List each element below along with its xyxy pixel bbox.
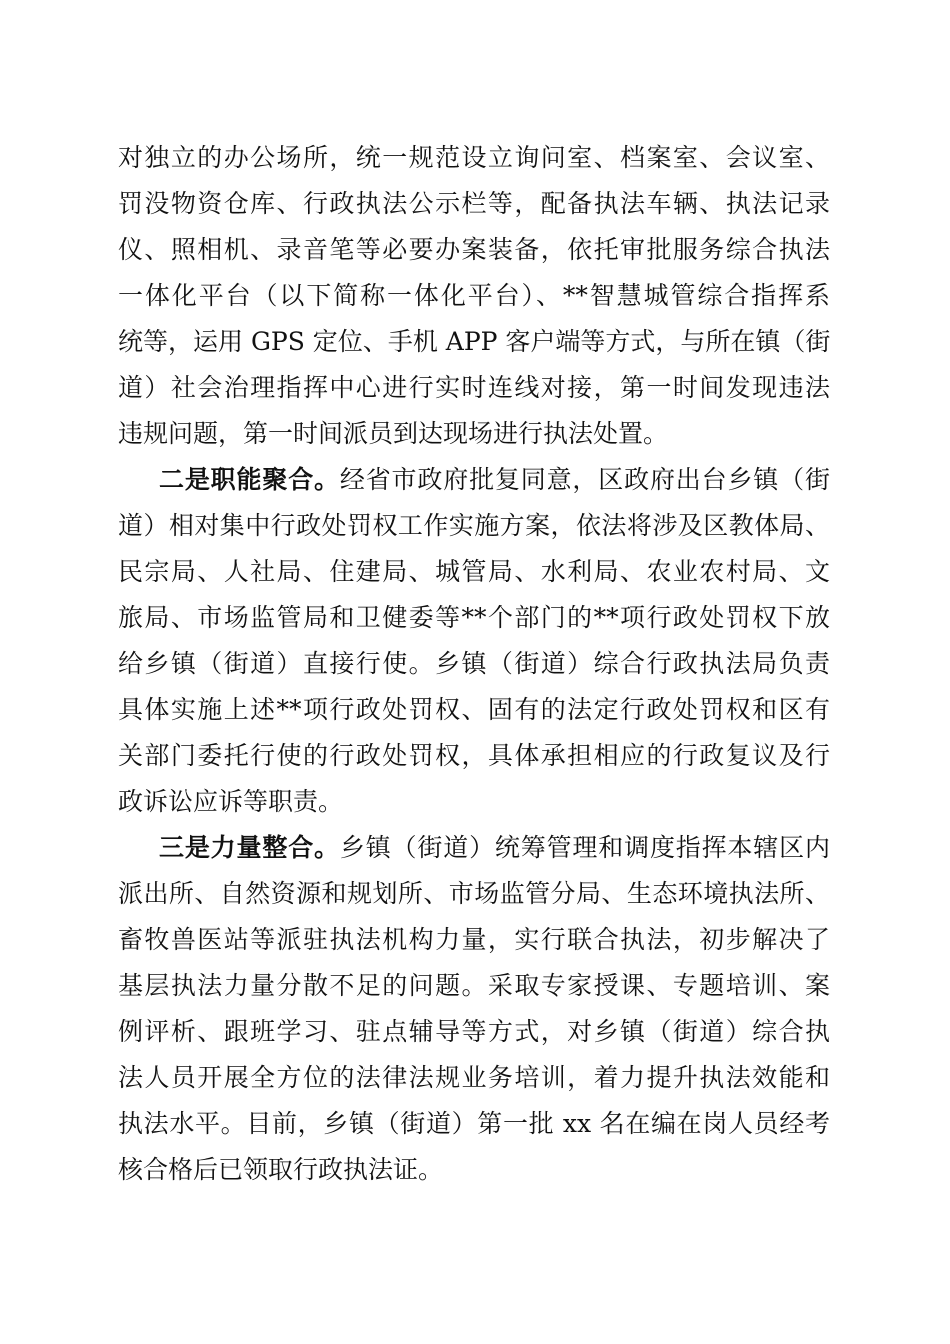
paragraph-1-line-7: 违规问题，第一时间派员到达现场进行执法处置。 [118,419,669,448]
paragraph-1-line-3: 仪、照相机、录音笔等必要办案装备，依托审批服务综合执法 [118,235,830,264]
paragraph-2-line-8: 政诉讼应诉等职责。 [118,787,344,816]
paragraph-2-line-3: 民宗局、人社局、住建局、城管局、水利局、农业农村局、文 [118,557,830,586]
paragraph-1-line-4: 一体化平台（以下简称一体化平台）、**智慧城管综合指挥系 [118,281,830,310]
paragraph-3-line-5: 例评析、跟班学习、驻点辅导等方式，对乡镇（街道）综合执 [118,1017,830,1046]
paragraph-2-heading: 二是职能聚合。 [159,465,340,494]
paragraph-3-line-7: 执法水平。目前，乡镇（街道）第一批 xx 名在编在岗人员经考 [118,1109,830,1138]
paragraph-3-line-8: 核合格后已领取行政执法证。 [118,1155,444,1184]
paragraph-2-line-4: 旅局、市场监管局和卫健委等**个部门的**项行政处罚权下放 [118,603,830,632]
paragraph-2-line-2: 道）相对集中行政处罚权工作实施方案，依法将涉及区教体局、 [118,511,830,540]
paragraph-3-first-line [159,825,830,871]
paragraph-2-first-line [159,457,830,503]
paragraph-1-line-1: 对独立的办公场所，统一规范设立询问室、档案室、会议室、 [118,143,830,172]
paragraph-3-heading: 三是力量整合。 [159,833,340,862]
paragraph-2-line-7: 关部门委托行使的行政处罚权，具体承担相应的行政复议及行 [118,741,830,770]
paragraph-2-first-line-text: 经省市政府批复同意，区政府出台乡镇（街 [339,465,830,494]
paragraph-1-line-2: 罚没物资仓库、行政执法公示栏等，配备执法车辆、执法记录 [118,189,830,218]
paragraph-2-line-5: 给乡镇（街道）直接行使。乡镇（街道）综合行政执法局负责 [118,649,830,678]
paragraph-3-line-2: 派出所、自然资源和规划所、市场监管分局、生态环境执法所、 [118,879,830,908]
paragraph-3-line-3: 畜牧兽医站等派驻执法机构力量，实行联合执法，初步解决了 [118,925,830,954]
paragraph-3-first-line-text: 乡镇（街道）统筹管理和调度指挥本辖区内 [339,833,830,862]
paragraph-3-line-4: 基层执法力量分散不足的问题。采取专家授课、专题培训、案 [118,971,830,1000]
paragraph-3-line-6: 法人员开展全方位的法律法规业务培训，着力提升执法效能和 [118,1063,830,1092]
paragraph-1-line-5: 统等，运用 GPS 定位、手机 APP 客户端等方式，与所在镇（街 [118,327,831,356]
paragraph-2-line-6: 具体实施上述**项行政处罚权、固有的法定行政处罚权和区有 [118,695,830,724]
paragraph-1-line-6: 道）社会治理指挥中心进行实时连线对接，第一时间发现违法 [118,373,830,402]
